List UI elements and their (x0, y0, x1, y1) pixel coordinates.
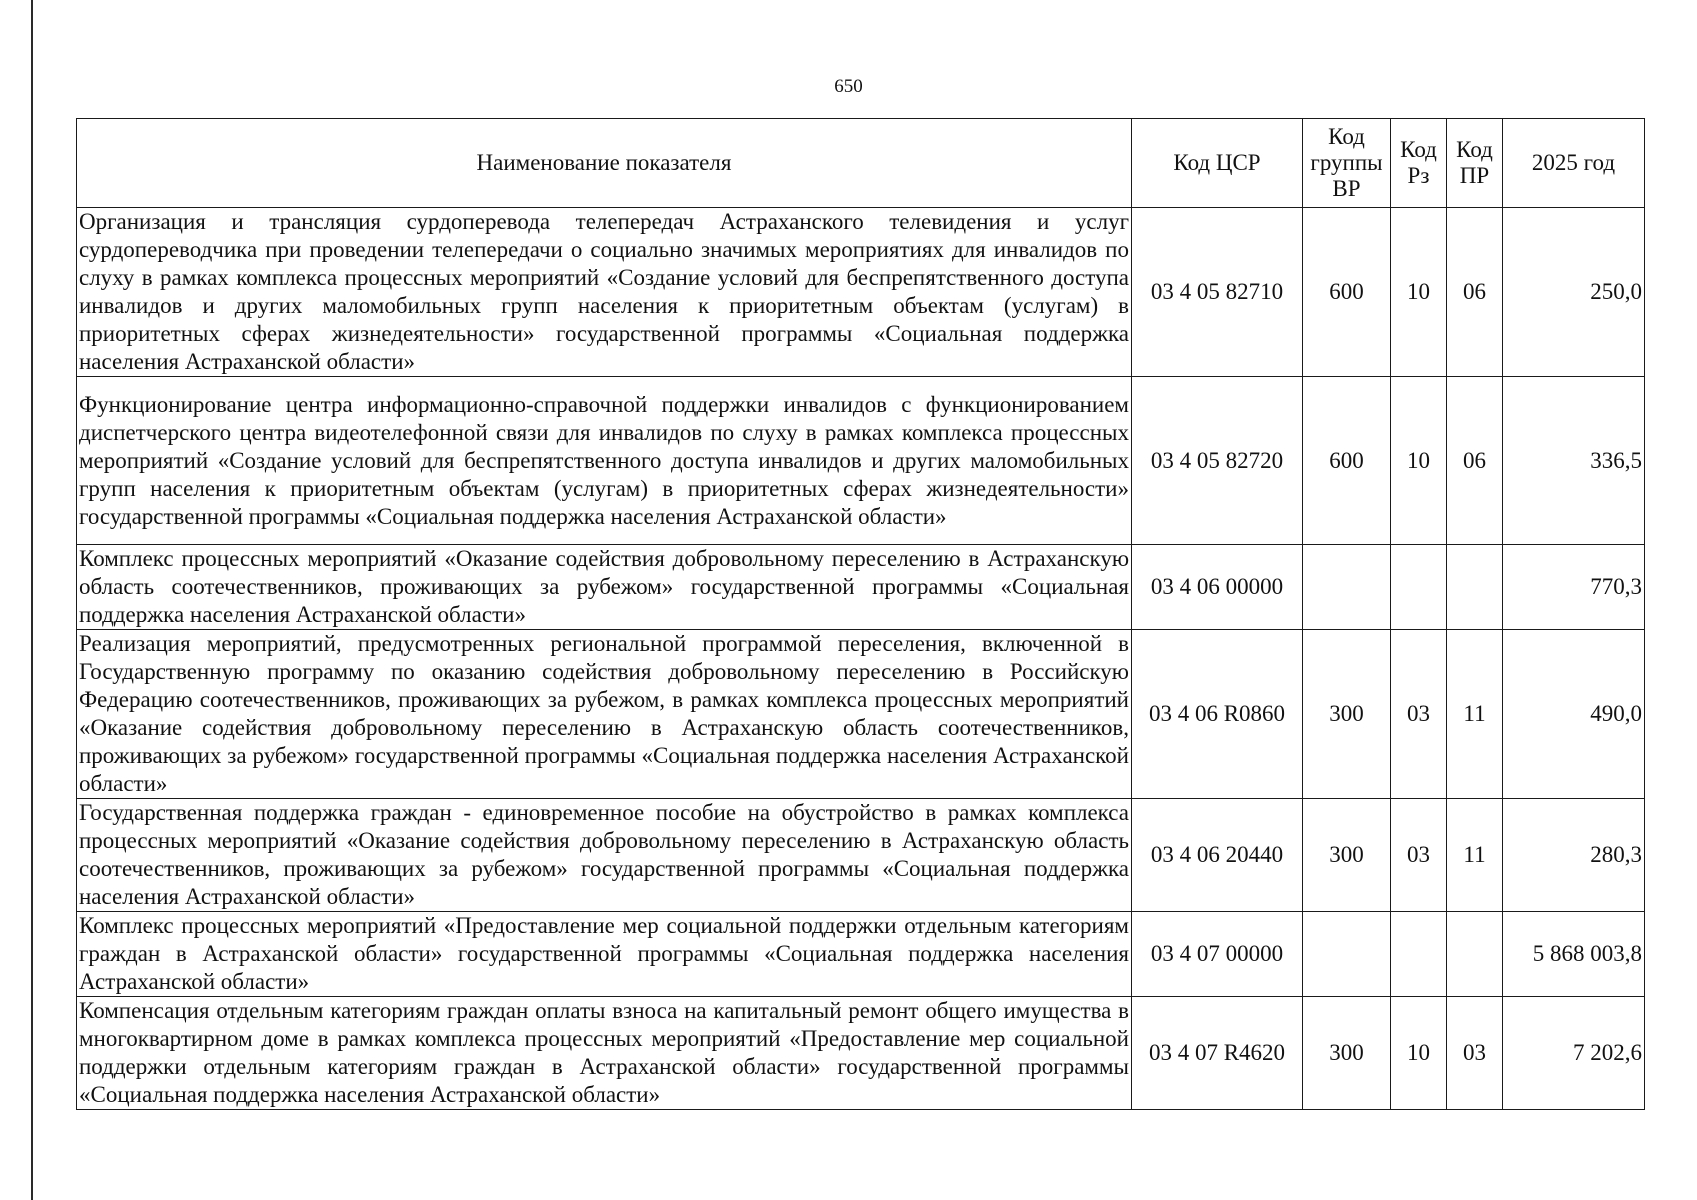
row-rz-code: 03 (1391, 630, 1447, 799)
row-indicator-name: Государственная поддержка граждан - единовременное пособие на обустройство в рамках комплекса процессных мероприятий «Оказание содействия добровольному переселению в Астраханскую область соотечественников, проживающих за рубежом» государственной программы «Социальная поддержка населения Астраханской области» (77, 799, 1132, 912)
row-indicator-name: Комплекс процессных мероприятий «Оказание содействия добровольному переселению в Астраханскую область соотечественников, проживающих за рубежом» государственной программы «Социальная поддержка населения Астраханской области» (77, 545, 1132, 630)
row-vr-code (1303, 545, 1391, 630)
table-row (77, 545, 1645, 630)
header-csr-code: Код ЦСР (1132, 119, 1303, 208)
header-vr-line-2: группы (1310, 150, 1383, 175)
header-indicator-name: Наименование показателя (77, 119, 1132, 208)
row-csr-code: 03 4 05 82710 (1132, 208, 1303, 377)
header-year-2025: 2025 год (1503, 119, 1645, 208)
row-csr-code: 03 4 06 20440 (1132, 799, 1303, 912)
row-indicator-name: Функционирование центра информационно-справочной поддержки инвалидов с функционированием диспетчерского центра видеотелефонной связи для инвалидов по слуху в рамках комплекса процессных мероприятий «Создание условий для беспрепятственного доступа инвалидов и других маломобильных групп населения к приоритетным объектам (услугам) в приоритетных сферах жизнедеятельности» государственной программы «Социальная поддержка населения Астраханской области» (77, 377, 1132, 545)
header-rz-code (1391, 119, 1447, 208)
row-csr-code: 03 4 05 82720 (1132, 377, 1303, 545)
row-vr-code: 600 (1303, 377, 1391, 545)
row-pr-code: 03 (1447, 997, 1503, 1110)
row-vr-code: 300 (1303, 630, 1391, 799)
row-pr-code: 06 (1447, 377, 1503, 545)
row-vr-code: 300 (1303, 997, 1391, 1110)
row-amount-2025: 490,0 (1503, 630, 1645, 799)
row-rz-code (1391, 912, 1447, 997)
row-amount-2025: 280,3 (1503, 799, 1645, 912)
row-csr-code: 03 4 07 00000 (1132, 912, 1303, 997)
row-amount-2025: 7 202,6 (1503, 997, 1645, 1110)
table-row (77, 377, 1645, 545)
row-csr-code: 03 4 06 R0860 (1132, 630, 1303, 799)
row-amount-2025: 336,5 (1503, 377, 1645, 545)
header-vr-line-3: ВР (1332, 176, 1361, 201)
row-indicator-name: Комплекс процессных мероприятий «Предоставление мер социальной поддержки отдельным категориям граждан в Астраханской области» государственной программы «Социальная поддержка населения Астраханской области» (77, 912, 1132, 997)
header-rz-line-1: Код (1400, 137, 1437, 162)
row-rz-code: 10 (1391, 997, 1447, 1110)
row-csr-code: 03 4 07 R4620 (1132, 997, 1303, 1110)
row-vr-code (1303, 912, 1391, 997)
row-pr-code (1447, 912, 1503, 997)
row-indicator-name: Организация и трансляция сурдоперевода телепередач Астраханского телевидения и услуг сурдопереводчика при проведении телепередачи о социально значимых мероприятиях для инвалидов по слуху в рамках комплекса процессных мероприятий «Создание условий для беспрепятственного доступа инвалидов и других маломобильных групп населения к приоритетным объектам (услугам) в приоритетных сферах жизнедеятельности» государственной программы «Социальная поддержка населения Астраханской области» (77, 208, 1132, 377)
header-pr-line-2: ПР (1459, 163, 1490, 188)
row-amount-2025: 770,3 (1503, 545, 1645, 630)
row-pr-code: 11 (1447, 630, 1503, 799)
table-row (77, 997, 1645, 1110)
row-indicator-name: Реализация мероприятий, предусмотренных региональной программой переселения, включенной в Государственную программу по оказанию содействия добровольному переселению в Российскую Федерацию соотечественников, проживающих за рубежом, в рамках комплекса процессных мероприятий «Оказание содействия добровольному переселению в Астраханскую область соотечественников, проживающих за рубежом» государственной программы «Социальная поддержка населения Астраханской области» (77, 630, 1132, 799)
table-row (77, 912, 1645, 997)
row-pr-code: 11 (1447, 799, 1503, 912)
row-csr-code: 03 4 06 00000 (1132, 545, 1303, 630)
header-vr-line-1: Код (1328, 124, 1365, 149)
budget-table (76, 118, 1645, 1110)
row-vr-code: 300 (1303, 799, 1391, 912)
row-amount-2025: 5 868 003,8 (1503, 912, 1645, 997)
header-pr-code (1447, 119, 1503, 208)
row-indicator-name: Компенсация отдельным категориям граждан оплаты взноса на капитальный ремонт общего имущества в многоквартирном доме в рамках комплекса процессных мероприятий «Предоставление мер социальной поддержки отдельным категориям граждан в Астраханской области» государственной программы «Социальная поддержка населения Астраханской области» (77, 997, 1132, 1110)
header-vr-code (1303, 119, 1391, 208)
row-vr-code: 600 (1303, 208, 1391, 377)
row-pr-code: 06 (1447, 208, 1503, 377)
table-row (77, 799, 1645, 912)
row-pr-code (1447, 545, 1503, 630)
table-row (77, 630, 1645, 799)
row-rz-code: 03 (1391, 799, 1447, 912)
row-rz-code: 10 (1391, 208, 1447, 377)
row-amount-2025: 250,0 (1503, 208, 1645, 377)
row-rz-code: 10 (1391, 377, 1447, 545)
left-margin-line (31, 0, 33, 1200)
page-number: 650 (834, 76, 863, 97)
table-row (77, 208, 1645, 377)
header-pr-line-1: Код (1456, 137, 1493, 162)
header-rz-line-2: Рз (1407, 163, 1430, 188)
row-rz-code (1391, 545, 1447, 630)
table-header-row (77, 119, 1645, 208)
